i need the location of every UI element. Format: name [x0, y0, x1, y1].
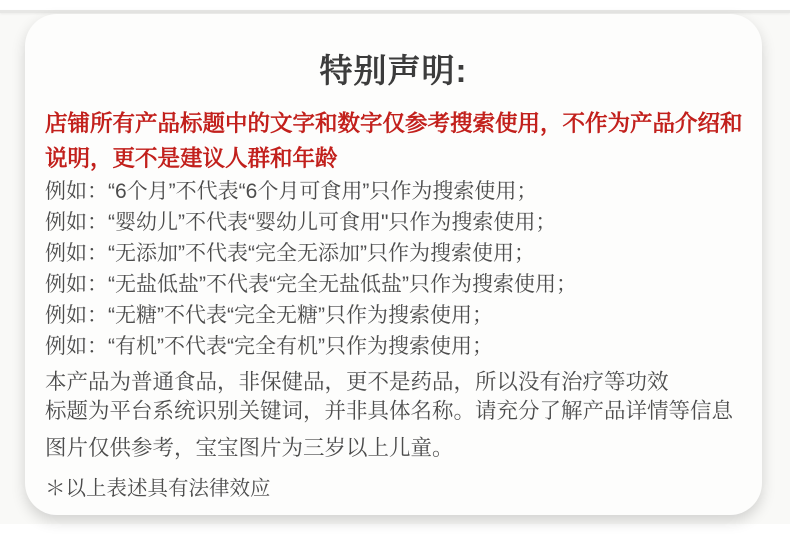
warning-paragraph: [45, 106, 742, 176]
examples-list: [45, 176, 742, 362]
page-top-gap: [0, 0, 790, 10]
warning-line-1: 店铺所有产品标题中的文字和数字仅参考搜索使用，不作为产品介绍和: [45, 111, 743, 136]
note-line-2: 标题为平台系统识别关键词，并非具体名称。请充分了解产品详情等信息: [45, 399, 734, 423]
page-title: 特别声明:: [319, 52, 468, 89]
disclaimer-card: [25, 14, 762, 515]
example-line-6: 例如：“有机”不代表“完全有机”只作为搜索使用；: [45, 335, 493, 358]
example-line-5: 例如：“无糖”不代表“完全无糖”只作为搜索使用；: [45, 304, 493, 327]
notes-paragraph: [45, 368, 742, 463]
section-divider: [0, 10, 790, 13]
note-line-1: 本产品为普通食品，非保健品，更不是药品，所以没有治疗等功效: [45, 370, 669, 394]
page-bottom-gap: [0, 524, 790, 538]
example-line-4: 例如：“无盐低盐”不代表“完全无盐低盐”只作为搜索使用；: [45, 273, 577, 296]
example-line-2: 例如：“婴幼儿”不代表“婴幼儿可食用"只作为搜索使用；: [45, 211, 557, 234]
warning-line-2: 说明，更不是建议人群和年龄: [45, 146, 338, 171]
example-line-3: 例如：“无添加”不代表“完全无添加”只作为搜索使用；: [45, 242, 535, 265]
legal-note: ＊以上表述具有法律效应: [45, 477, 271, 500]
example-line-1: 例如：“6个月”不代表“6个月可食用”只作为搜索使用；: [45, 180, 538, 203]
note-line-3: 图片仅供参考，宝宝图片为三岁以上儿童。: [45, 436, 454, 460]
